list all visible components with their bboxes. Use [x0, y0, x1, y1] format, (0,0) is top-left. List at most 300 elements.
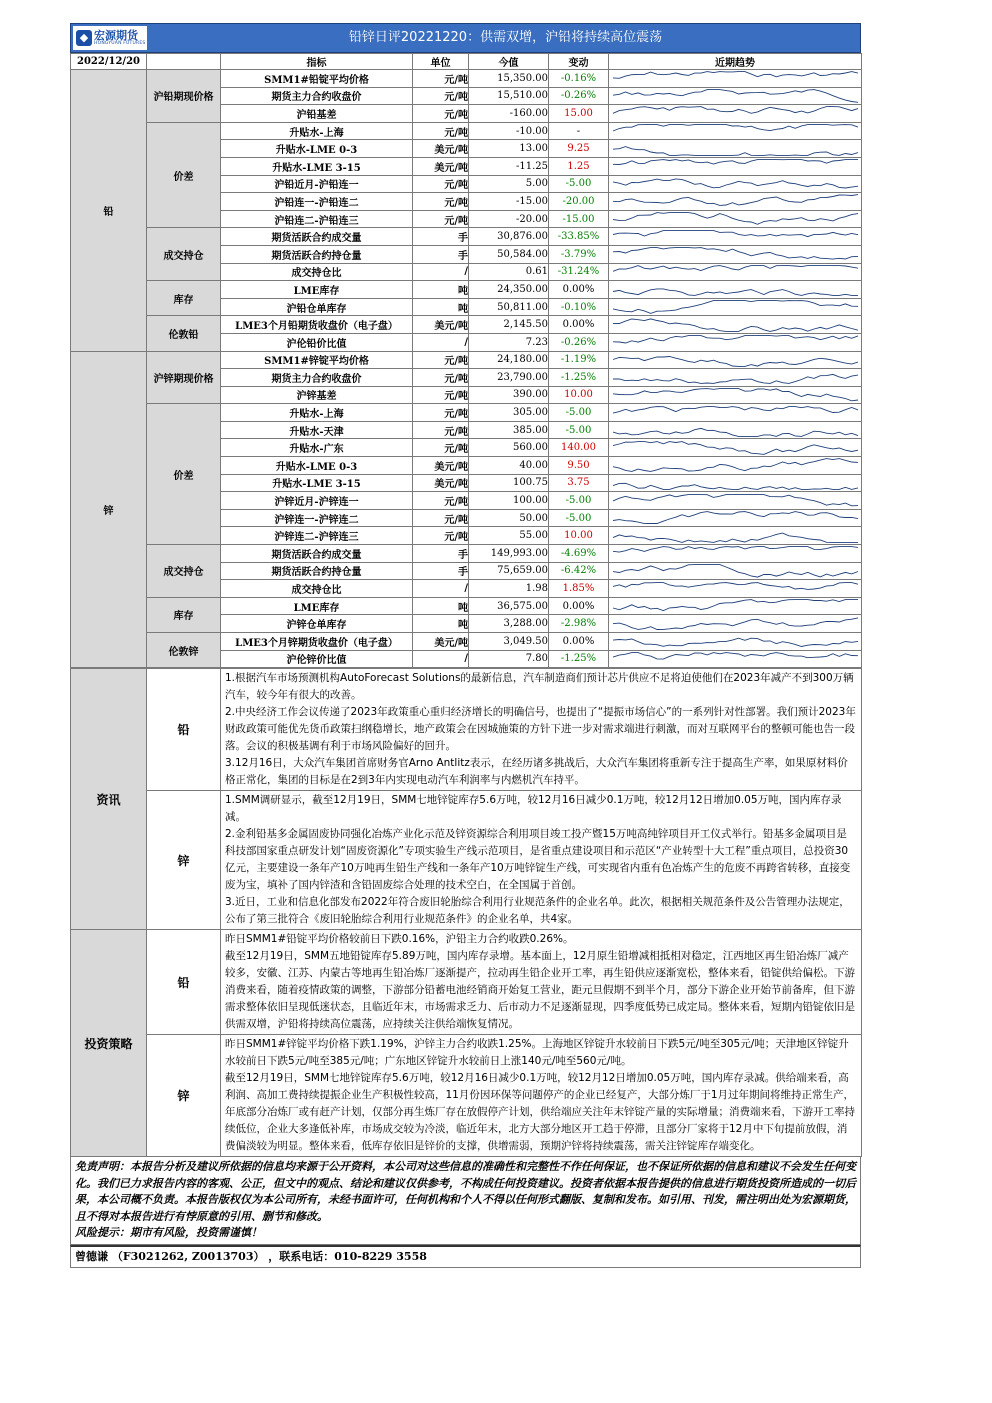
indicator-group: 价差	[147, 122, 221, 228]
table-row	[71, 545, 862, 563]
header-unit: 单位	[413, 54, 469, 70]
indicator-name: SMM1#锌锭平均价格	[221, 351, 413, 369]
trend-sparkline	[609, 369, 862, 385]
indicator-group: 库存	[147, 597, 221, 632]
trend-cell	[609, 157, 862, 175]
value-cell: 385.00	[469, 421, 549, 439]
unit-cell: 美元/吨	[413, 633, 469, 651]
value-cell: 5.00	[469, 175, 549, 193]
trend-cell	[609, 245, 862, 263]
trend-cell	[609, 509, 862, 527]
value-cell: 50,584.00	[469, 245, 549, 263]
trend-sparkline	[609, 158, 862, 174]
indicator-name: 期货活跃合约成交量	[221, 228, 413, 246]
value-cell: 100.00	[469, 492, 549, 510]
company-logo	[73, 26, 147, 50]
trend-sparkline	[609, 334, 862, 350]
change-cell: 0.00%	[549, 597, 609, 615]
trend-line	[613, 533, 858, 542]
indicator-group: 成交持仓	[147, 545, 221, 598]
trend-cell	[609, 562, 862, 580]
value-cell: -160.00	[469, 105, 549, 123]
change-cell: -1.25%	[549, 369, 609, 387]
change-cell: -0.16%	[549, 70, 609, 88]
unit-cell: 元/吨	[413, 70, 469, 88]
value-cell: 23,790.00	[469, 369, 549, 387]
change-cell: -3.79%	[549, 245, 609, 263]
value-cell: 0.61	[469, 263, 549, 281]
metal-category: 锌	[71, 351, 147, 668]
value-cell: 40.00	[469, 457, 549, 475]
report-title: 铅锌日评20221220：供需双增，沪铅将持续高位震荡	[348, 30, 663, 45]
indicator-name: LME3个月锌期货收盘价（电子盘）	[221, 633, 413, 651]
change-cell: -5.00	[549, 175, 609, 193]
trend-line	[613, 301, 858, 314]
value-cell: 55.00	[469, 527, 549, 545]
trend-cell	[609, 122, 862, 140]
trend-cell	[609, 316, 862, 334]
news-sub-zinc: 锌	[147, 791, 221, 930]
unit-cell: 手	[413, 245, 469, 263]
unit-cell: 手	[413, 562, 469, 580]
trend-sparkline	[609, 651, 862, 667]
disclaimer	[70, 1157, 861, 1245]
news-text-zinc	[221, 791, 862, 930]
header-trend: 近期趋势	[609, 54, 862, 70]
strategy-lead-item: 截至12月19日，SMM五地铅锭库存5.89万吨，国内库存录增。基本面上，12月原生铅增减相抵相对稳定，江西地区再生铅冶炼厂减产较多，安徽、江苏、内蒙古等地再生铅冶炼厂逐渐提产，拉动再生铅企业开工率，再生铅供应逐渐宽松，整体来看，铅锭供给偏松。下游消费来看，随着疫情政策的调整，下游部分铅蓄电池经销商开始复工营业，距元旦假期不到半个月，部分下游企业开始节前备库，但下游需求整体依旧呈现低迷状态，且临近年末，市场需求乏力、后市动力不足逐渐显现，四季度低势已成定局。整体来看，短期内铅锭依旧是供需双增，沪铅将持续高位震荡，应持续关注供给端恢复情况。	[225, 950, 855, 1031]
indicator-name: 成交持仓比	[221, 263, 413, 281]
trend-cell	[609, 87, 862, 105]
trend-line	[613, 89, 858, 102]
indicator-name: 升贴水-广东	[221, 439, 413, 457]
value-cell: 13.00	[469, 140, 549, 158]
strategy-category: 投资策略	[71, 930, 147, 1157]
unit-cell: /	[413, 580, 469, 598]
unit-cell: 元/吨	[413, 122, 469, 140]
trend-line	[613, 336, 858, 343]
trend-sparkline	[609, 246, 862, 262]
trend-line	[613, 179, 858, 188]
trend-sparkline	[609, 510, 862, 526]
trend-sparkline	[609, 352, 862, 368]
trend-sparkline	[609, 581, 862, 597]
trend-sparkline	[609, 405, 862, 421]
change-cell: -6.42%	[549, 562, 609, 580]
indicator-name: 沪锌近月-沪锌连一	[221, 492, 413, 510]
trend-sparkline	[609, 493, 862, 509]
trend-line	[613, 289, 858, 296]
trend-cell	[609, 633, 862, 651]
trend-cell	[609, 369, 862, 387]
indicator-name: 升贴水-上海	[221, 122, 413, 140]
report-date: 2022/12/20	[71, 54, 147, 70]
value-cell: 15,350.00	[469, 70, 549, 88]
strategy-row-zinc	[71, 1035, 862, 1157]
trend-sparkline	[609, 598, 862, 614]
table-row	[71, 316, 862, 334]
trend-line	[613, 582, 858, 589]
unit-cell: 元/吨	[413, 509, 469, 527]
value-cell: 3,049.50	[469, 633, 549, 651]
trend-line	[613, 160, 858, 165]
analyst-contact: 曾德谦 （F3021262, Z0013703） ，联系电话：010-8229 3558	[70, 1245, 861, 1268]
unit-cell: 元/吨	[413, 175, 469, 193]
table-row	[71, 281, 862, 299]
indicator-group: 沪锌期现价格	[147, 351, 221, 404]
table-row	[71, 70, 862, 88]
strategy-sub-lead: 铅	[147, 930, 221, 1035]
trend-line	[613, 459, 858, 472]
trend-sparkline	[609, 176, 862, 192]
trend-cell	[609, 421, 862, 439]
unit-cell: 美元/吨	[413, 157, 469, 175]
trend-sparkline	[609, 229, 862, 245]
indicator-name: 沪锌连二-沪锌连三	[221, 527, 413, 545]
table-row	[71, 122, 862, 140]
indicator-group: 成交持仓	[147, 228, 221, 281]
trend-cell	[609, 439, 862, 457]
trend-line	[613, 565, 858, 578]
header-change: 变动	[549, 54, 609, 70]
unit-cell: 美元/吨	[413, 457, 469, 475]
trend-line	[613, 248, 858, 260]
unit-cell: 元/吨	[413, 492, 469, 510]
value-cell: -20.00	[469, 210, 549, 228]
trend-cell	[609, 175, 862, 193]
trend-cell	[609, 457, 862, 475]
value-cell: 100.75	[469, 474, 549, 492]
trend-sparkline	[609, 141, 862, 157]
trend-sparkline	[609, 457, 862, 473]
indicator-name: 期货活跃合约成交量	[221, 545, 413, 563]
trend-line	[613, 107, 858, 114]
news-row-lead	[71, 669, 862, 791]
indicator-name: 沪铅连二-沪铅连三	[221, 210, 413, 228]
trend-cell	[609, 333, 862, 351]
value-cell: -11.25	[469, 157, 549, 175]
news-zinc-item: 2.金利铅基多金属固废协同强化冶炼产业化示范及锌资源综合利用项目竣工投产暨15万吨高纯锌项目开工仪式举行。铅基多金属项目是科技部国家重点研发计划“固废资源化”专项实验生产线示范项目，是省重点建设项目和示范区“产业转型十大工程”重点项目，总投资30亿元，主要建设一条年产10万吨再生铅生产线和一条年产10万吨锌锭生产线，可实现省内重有色冶炼产生的危废不再跨省转移，直接变废为宝，填补了国内锌渣和含铅固废综合处理的技术空白，在全国属于首创。	[225, 828, 851, 892]
value-cell: -10.00	[469, 122, 549, 140]
value-cell: 7.80	[469, 650, 549, 668]
trend-cell	[609, 70, 862, 88]
trend-line	[613, 195, 858, 206]
trend-line	[613, 512, 858, 524]
trend-sparkline	[609, 387, 862, 403]
trend-line	[613, 146, 858, 155]
table-row	[71, 404, 862, 422]
change-cell: -1.19%	[549, 351, 609, 369]
trend-line	[613, 389, 858, 401]
strategy-zinc-item: 昨日SMM1#锌锭平均价格下跌1.19%，沪锌主力合约收跌1.25%。上海地区锌锭升水较前日下跌5元/吨至305元/吨；天津地区锌锭升水较前日下跌5元/吨至385元/吨；广东地区锌锭升水较前日上涨140元/吨至560元/吨。	[225, 1038, 849, 1068]
value-cell: 305.00	[469, 404, 549, 422]
value-cell: 24,350.00	[469, 281, 549, 299]
change-cell: -4.69%	[549, 545, 609, 563]
trend-line	[613, 441, 858, 454]
trend-line	[613, 600, 858, 611]
value-cell: 15,510.00	[469, 87, 549, 105]
trend-sparkline	[609, 264, 862, 280]
value-cell: 3,288.00	[469, 615, 549, 633]
trend-sparkline	[609, 70, 862, 86]
unit-cell: 手	[413, 545, 469, 563]
news-zinc-item: 1.SMM调研显示，截至12月19日，SMM七地锌锭库存5.6万吨，较12月16日减少0.1万吨，较12月12日增加0.05万吨，国内库存录减。	[225, 794, 842, 824]
trend-line	[613, 319, 858, 332]
change-cell: -2.98%	[549, 615, 609, 633]
unit-cell: 美元/吨	[413, 474, 469, 492]
unit-cell: 吨	[413, 597, 469, 615]
change-cell: 1.85%	[549, 580, 609, 598]
indicator-name: 沪铅近月-沪铅连一	[221, 175, 413, 193]
indicator-name: 升贴水-LME 3-15	[221, 157, 413, 175]
indicator-name: 沪锌仓单库存	[221, 615, 413, 633]
indicator-name: SMM1#铅锭平均价格	[221, 70, 413, 88]
trend-line	[613, 547, 858, 553]
trend-sparkline	[609, 88, 862, 104]
trend-sparkline	[609, 123, 862, 139]
indicator-group: 沪铅期现价格	[147, 70, 221, 123]
indicator-name: 升贴水-LME 3-15	[221, 474, 413, 492]
trend-sparkline	[609, 211, 862, 227]
trend-cell	[609, 545, 862, 563]
value-cell: 50.00	[469, 509, 549, 527]
news-lead-item: 2.中央经济工作会议传递了2023年政策重心重归经济增长的明确信号，也提出了“提振市场信心”的一系列针对性部署。我们预计2023年财政政策可能优先货币政策扫纲稳增长，地产政策会在因城施策的方针下进一步对需求端进行刺激，而对互联网平台的整顿可能也告一段落。会议的积极基调有利于市场风险偏好的回升。	[225, 706, 856, 753]
unit-cell: 元/吨	[413, 404, 469, 422]
table-header-row	[71, 54, 862, 70]
change-cell: -33.85%	[549, 228, 609, 246]
indicator-name: 沪锌基差	[221, 386, 413, 404]
change-cell: 10.00	[549, 527, 609, 545]
trend-cell	[609, 492, 862, 510]
indicator-name: 升贴水-上海	[221, 404, 413, 422]
trend-sparkline	[609, 193, 862, 209]
header-value: 今值	[469, 54, 549, 70]
strategy-row-lead	[71, 930, 862, 1035]
unit-cell: 元/吨	[413, 87, 469, 105]
indicator-name: 沪伦铅价比值	[221, 333, 413, 351]
trend-line	[613, 483, 858, 489]
trend-cell	[609, 105, 862, 123]
indicator-name: LME库存	[221, 281, 413, 299]
value-cell: 75,659.00	[469, 562, 549, 580]
indicator-name: 升贴水-天津	[221, 421, 413, 439]
trend-cell	[609, 263, 862, 281]
logo-mark-icon: ◆	[76, 30, 92, 46]
trend-line	[613, 375, 858, 384]
value-cell: 24,180.00	[469, 351, 549, 369]
change-cell: 9.25	[549, 140, 609, 158]
unit-cell: 元/吨	[413, 439, 469, 457]
indicator-name: 沪伦锌价比值	[221, 650, 413, 668]
indicator-group: 伦敦铅	[147, 316, 221, 351]
trend-line	[613, 230, 858, 236]
change-cell: 0.00%	[549, 633, 609, 651]
unit-cell: 元/吨	[413, 527, 469, 545]
strategy-text-lead	[221, 930, 862, 1035]
indicator-name: 沪锌连一-沪锌连二	[221, 509, 413, 527]
unit-cell: 元/吨	[413, 386, 469, 404]
trend-cell	[609, 580, 862, 598]
value-cell: 390.00	[469, 386, 549, 404]
trend-line	[613, 72, 858, 79]
trend-sparkline	[609, 105, 862, 121]
change-cell: 0.00%	[549, 281, 609, 299]
indicator-name: 升贴水-LME 0-3	[221, 140, 413, 158]
indicator-name: 期货活跃合约持仓量	[221, 245, 413, 263]
table-row	[71, 633, 862, 651]
trend-sparkline	[609, 317, 862, 333]
indicator-name: 期货活跃合约持仓量	[221, 562, 413, 580]
unit-cell: /	[413, 650, 469, 668]
indicator-name: LME3个月铅期货收盘价（电子盘）	[221, 316, 413, 334]
change-cell: 1.25	[549, 157, 609, 175]
indicator-group: 库存	[147, 281, 221, 316]
trend-line	[613, 213, 858, 225]
indicator-name: 沪铅基差	[221, 105, 413, 123]
trend-line	[613, 652, 858, 659]
news-lead-item: 3.12月16日，大众汽车集团首席财务官Arno Antlitz表示，在经历诸多挑战后，大众汽车集团将重新专注于提高生产率，如果原材料价格正常化，集团的目标是在2到3年内实现电动汽车利润率与内燃机汽车持平。	[225, 757, 848, 787]
unit-cell: 吨	[413, 615, 469, 633]
report-sheet	[70, 23, 861, 1268]
change-cell: -0.26%	[549, 87, 609, 105]
trend-cell	[609, 615, 862, 633]
value-cell: 2,145.50	[469, 316, 549, 334]
news-zinc-item: 3.近日，工业和信息化部发布2022年符合废旧轮胎综合利用行业规范条件的企业名单。此次，根据相关规范条件及公告管理办法规定，公布了第三批符合《废旧轮胎综合利用行业规范条件》的企业名单，共4家。	[225, 896, 850, 926]
indicator-group: 伦敦锌	[147, 633, 221, 668]
indicator-name: 期货主力合约收盘价	[221, 87, 413, 105]
header-blank	[147, 54, 221, 70]
trend-sparkline	[609, 440, 862, 456]
change-cell: 9.50	[549, 457, 609, 475]
unit-cell: /	[413, 263, 469, 281]
table-row	[71, 597, 862, 615]
trend-sparkline	[609, 281, 862, 297]
news-row-zinc	[71, 791, 862, 930]
change-cell: 15.00	[549, 105, 609, 123]
strategy-sub-zinc: 锌	[147, 1035, 221, 1157]
risk-notice: 风险提示：期市有风险，投资需谨慎！	[75, 1226, 262, 1240]
change-cell: -5.00	[549, 404, 609, 422]
unit-cell: 元/吨	[413, 421, 469, 439]
value-cell: 149,993.00	[469, 545, 549, 563]
change-cell: -5.00	[549, 421, 609, 439]
value-cell: 7.23	[469, 333, 549, 351]
value-cell: -15.00	[469, 193, 549, 211]
change-cell: -5.00	[549, 492, 609, 510]
indicator-name: 沪铅连一-沪铅连二	[221, 193, 413, 211]
change-cell: -	[549, 122, 609, 140]
trend-sparkline	[609, 633, 862, 649]
trend-sparkline	[609, 563, 862, 579]
trend-line	[613, 638, 858, 646]
unit-cell: 美元/吨	[413, 316, 469, 334]
change-cell: 0.00%	[549, 316, 609, 334]
header-indicator: 指标	[221, 54, 413, 70]
news-sub-lead: 铅	[147, 669, 221, 791]
trend-cell	[609, 404, 862, 422]
unit-cell: /	[413, 333, 469, 351]
indicator-group: 价差	[147, 404, 221, 545]
news-text-lead	[221, 669, 862, 791]
trend-cell	[609, 228, 862, 246]
trend-cell	[609, 650, 862, 668]
value-cell: 36,575.00	[469, 597, 549, 615]
unit-cell: 元/吨	[413, 210, 469, 228]
news-lead-item: 1.根据汽车市场预测机构AutoForecast Solutions的最新信息，汽车制造商们预计芯片供应不足将迫使他们在2023年减产不到300万辆汽车，较今年有很大的改善。	[225, 672, 854, 702]
trend-line	[613, 494, 858, 505]
change-cell: -5.00	[549, 509, 609, 527]
change-cell: 3.75	[549, 474, 609, 492]
trend-cell	[609, 597, 862, 615]
table-row	[71, 228, 862, 246]
value-cell: 30,876.00	[469, 228, 549, 246]
unit-cell: 元/吨	[413, 369, 469, 387]
indicator-name: LME库存	[221, 597, 413, 615]
disclaimer-text: 免责声明：本报告分析及建议所依据的信息均来源于公开资料，本公司对这些信息的准确性和完整性不作任何保证，也不保证所依据的信息和建议不会发生任何变化。我们已力求报告内容的客观、公正，但文中的观点、结论和建议仅供参考，不构成任何投资建议。投资者依据本报告提供的信息进行期货投资所造成的一切后果，本公司概不负责。本报告版权仅为本公司所有，未经书面许可，任何机构和个人不得以任何形式翻版、复制和发布。如引用、刊发，需注明出处为宏源期货，且不得对本报告进行有悖原意的引用、删节和修改。	[75, 1160, 856, 1223]
trend-line	[613, 406, 858, 413]
strategy-text-zinc	[221, 1035, 862, 1157]
unit-cell: 吨	[413, 298, 469, 316]
trend-cell	[609, 527, 862, 545]
trend-line	[613, 429, 858, 437]
change-cell: -20.00	[549, 193, 609, 211]
trend-sparkline	[609, 475, 862, 491]
change-cell: -1.25%	[549, 650, 609, 668]
logo-name-en: HONGYUAN FUTURES	[94, 40, 146, 46]
change-cell: -0.26%	[549, 333, 609, 351]
unit-cell: 元/吨	[413, 193, 469, 211]
trend-cell	[609, 140, 862, 158]
trend-sparkline	[609, 299, 862, 315]
indicator-table	[70, 53, 862, 668]
change-cell: -31.24%	[549, 263, 609, 281]
trend-sparkline	[609, 528, 862, 544]
trend-line	[613, 356, 858, 366]
indicator-name: 升贴水-LME 0-3	[221, 457, 413, 475]
unit-cell: 美元/吨	[413, 140, 469, 158]
logo-name-cn: 宏源期货	[94, 28, 138, 42]
change-cell: 10.00	[549, 386, 609, 404]
change-cell: -0.10%	[549, 298, 609, 316]
trend-cell	[609, 474, 862, 492]
unit-cell: 吨	[413, 281, 469, 299]
unit-cell: 手	[413, 228, 469, 246]
value-cell: 560.00	[469, 439, 549, 457]
unit-cell: 元/吨	[413, 351, 469, 369]
indicator-name: 期货主力合约收盘价	[221, 369, 413, 387]
indicator-name: 沪铅仓单库存	[221, 298, 413, 316]
metal-category: 铅	[71, 70, 147, 352]
trend-cell	[609, 281, 862, 299]
trend-line	[613, 618, 858, 630]
table-row	[71, 351, 862, 369]
value-cell: 1.98	[469, 580, 549, 598]
value-cell: 50,811.00	[469, 298, 549, 316]
trend-cell	[609, 298, 862, 316]
trend-cell	[609, 210, 862, 228]
indicator-name: 成交持仓比	[221, 580, 413, 598]
strategy-lead-item: 昨日SMM1#铅锭平均价格较前日下跌0.16%，沪铅主力合约收跌0.26%。	[225, 933, 574, 946]
trend-line	[613, 265, 858, 271]
trend-cell	[609, 193, 862, 211]
trend-sparkline	[609, 545, 862, 561]
trend-line	[613, 125, 858, 131]
unit-cell: 元/吨	[413, 105, 469, 123]
trend-cell	[609, 351, 862, 369]
strategy-zinc-item: 截至12月19日，SMM七地锌锭库存5.6万吨，较12月16日减少0.1万吨，较12月12日增加0.05万吨，国内库存录减。供给端来看，高利润、高加工费持续提振企业生产积极性较高，11月份因环保等问题停产的企业已经复产，大部分炼厂于1月过年期间将维持正常生产，年底部分冶炼厂或有赶产计划，仅部分再生炼厂存在放假停产计划，供给端应关注年末锌锭产量的实际增量；消费端来看，下游开工率持续低位，企业大多逢低补库，市场成交较为冷淡，临近年末，北方大部分地区开工趋于停滞，且部分厂家将于12月中下旬提前放假，消费偏淡较为明显。整体来看，低库存依旧是锌价的支撑，供增需弱，预期沪锌将持续震荡，需关注锌锭库存端变化。	[225, 1072, 855, 1153]
trend-sparkline	[609, 422, 862, 438]
news-category: 资讯	[71, 669, 147, 930]
trend-cell	[609, 386, 862, 404]
